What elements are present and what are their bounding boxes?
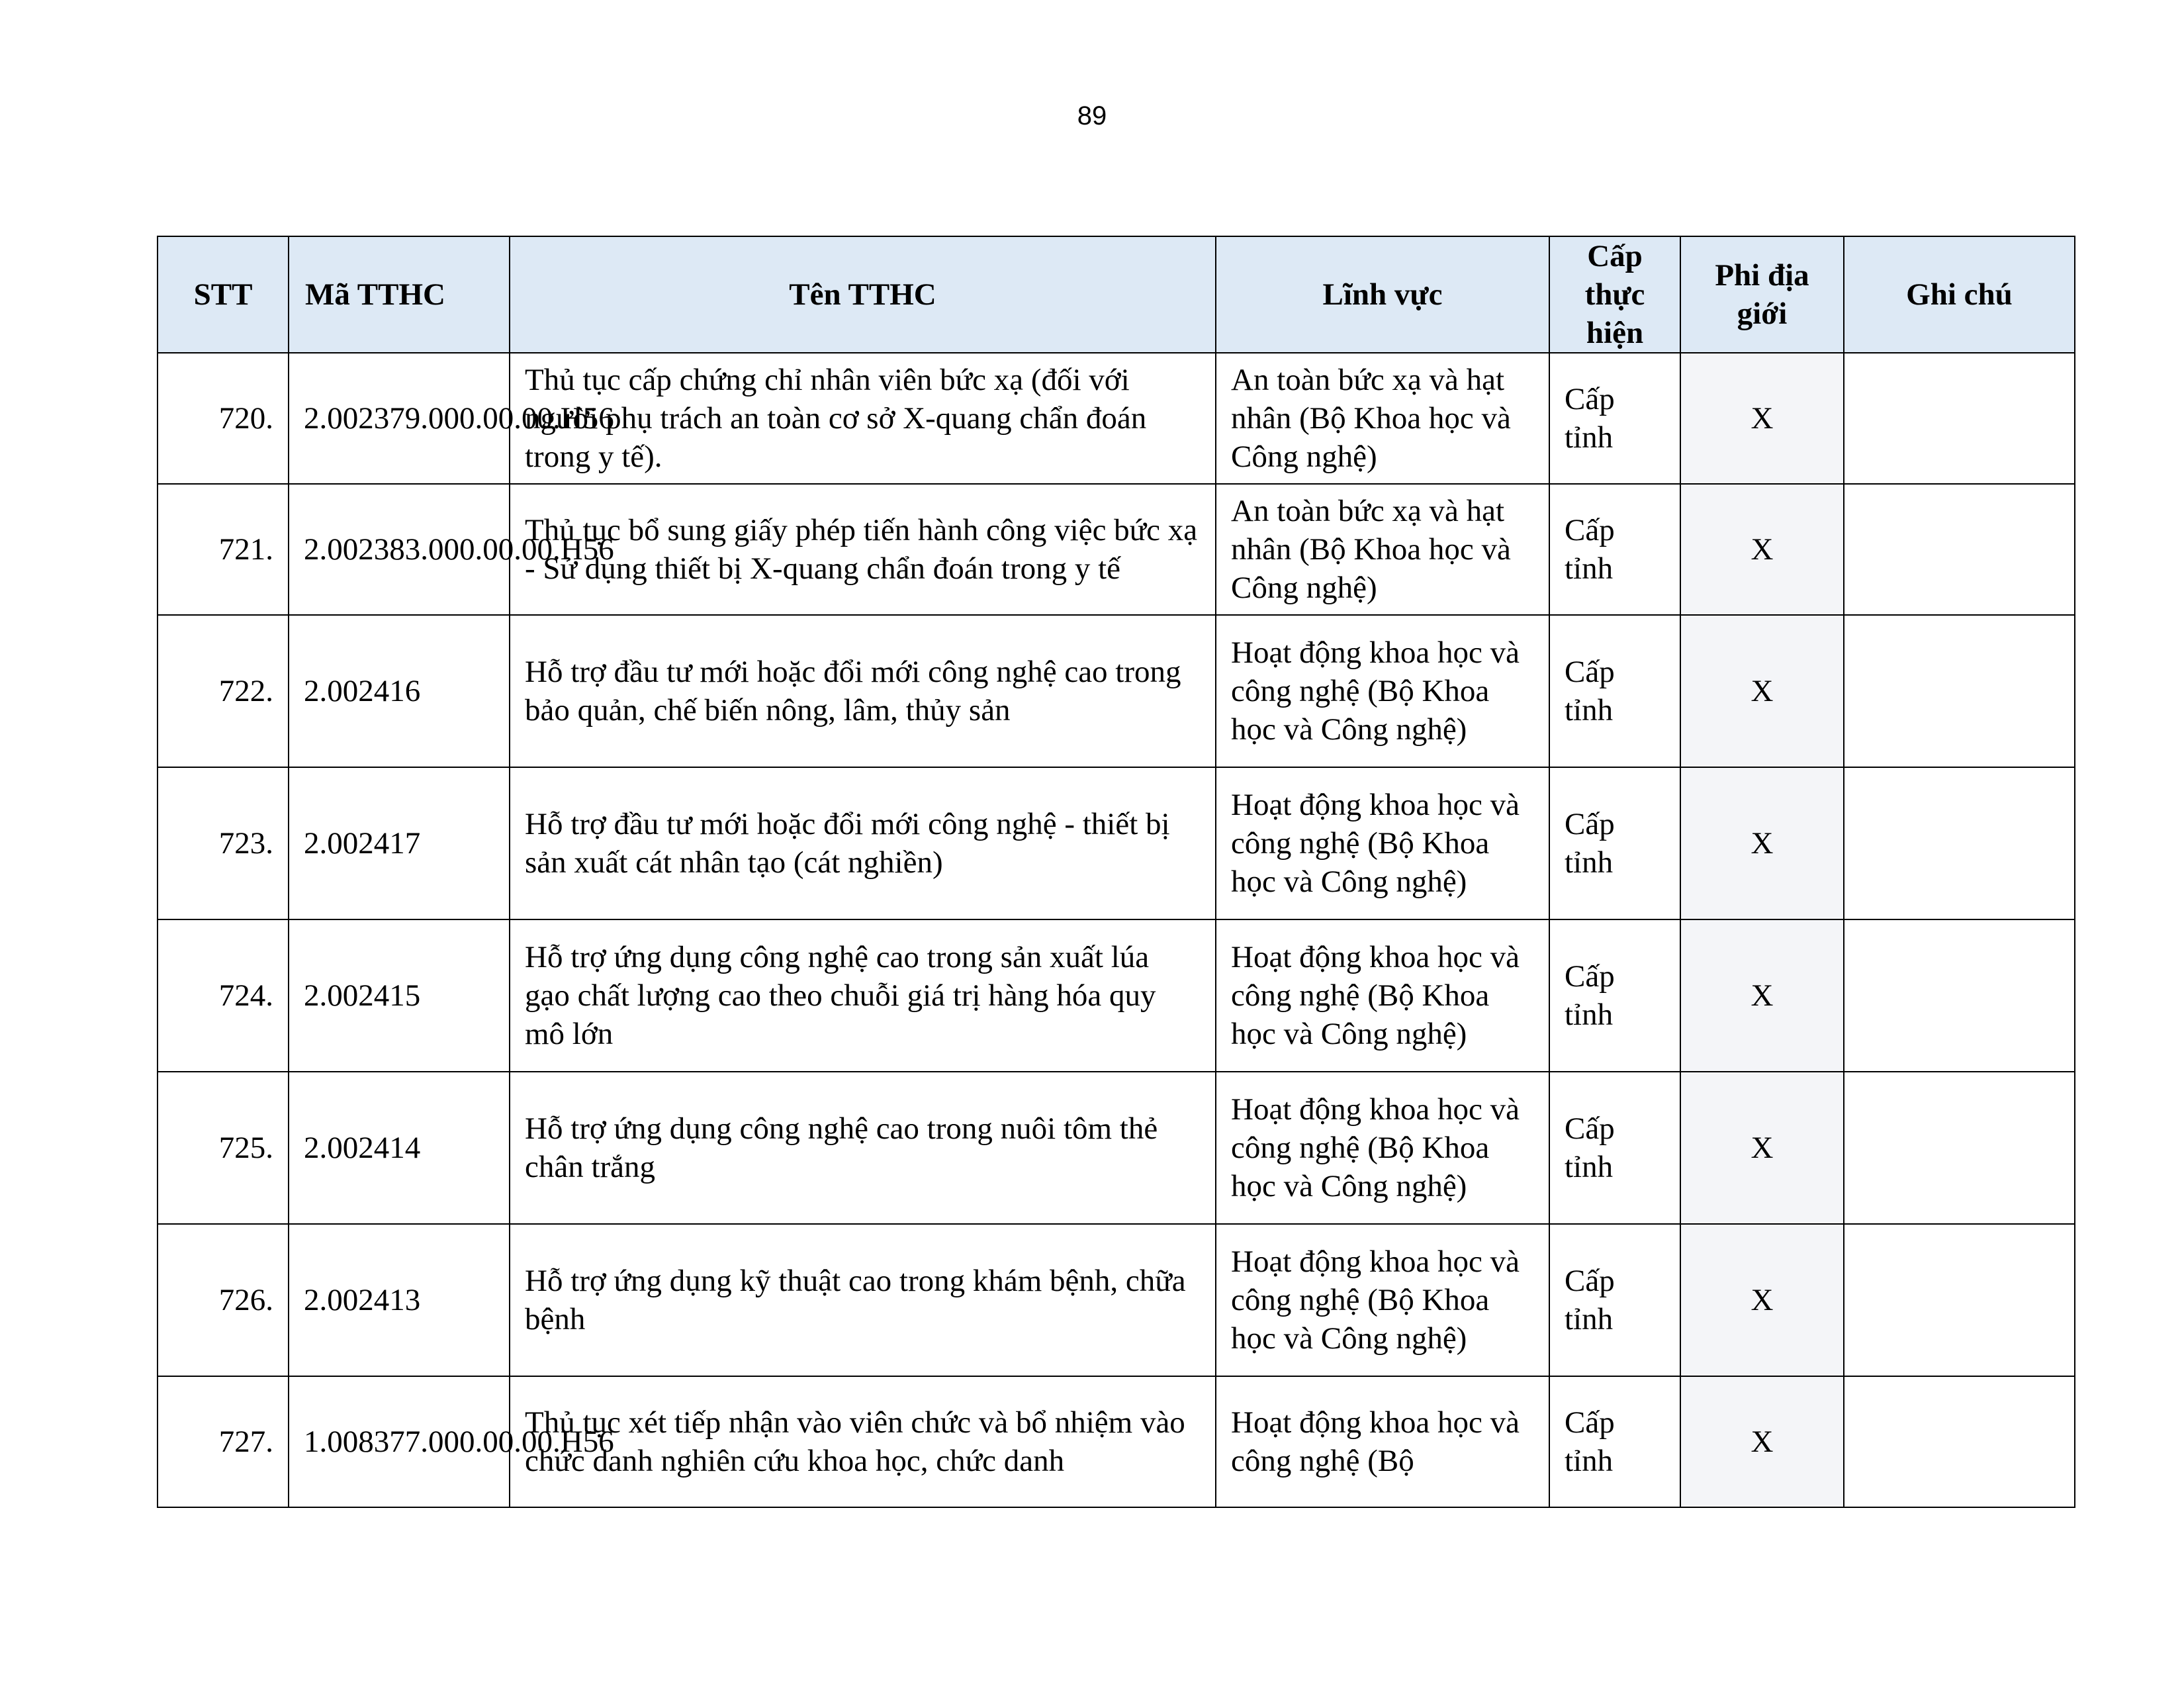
cell-ma-tthc: 2.002416 <box>289 615 510 767</box>
cell-phi-dia-gioi: X <box>1680 353 1844 484</box>
cell-ma-tthc: 2.002417 <box>289 767 510 919</box>
table-body <box>158 353 2075 1507</box>
table-row <box>158 1376 2075 1507</box>
table-row <box>158 767 2075 919</box>
cell-cap-thuc-hien: Cấp tỉnh <box>1549 615 1680 767</box>
cell-ten-tthc: Hỗ trợ ứng dụng công nghệ cao trong sản xuất lúa gạo chất lượng cao theo chuỗi giá trị hàng hóa quy mô lớn <box>510 919 1216 1072</box>
cell-linh-vuc: Hoạt động khoa học và công nghệ (Bộ Khoa học và Công nghệ) <box>1216 767 1549 919</box>
cell-ma-tthc: 2.002415 <box>289 919 510 1072</box>
cell-ghi-chu <box>1844 919 2075 1072</box>
cell-ten-tthc: Hỗ trợ đầu tư mới hoặc đổi mới công nghệ - thiết bị sản xuất cát nhân tạo (cát nghiền) <box>510 767 1216 919</box>
cell-linh-vuc: An toàn bức xạ và hạt nhân (Bộ Khoa học và Công nghệ) <box>1216 484 1549 615</box>
cell-ten-tthc: Thủ tục bổ sung giấy phép tiến hành công việc bức xạ - Sử dụng thiết bị X-quang chẩn đoán trong y tế <box>510 484 1216 615</box>
header-ma-tthc: Mã TTHC <box>289 236 510 353</box>
cell-stt: 727. <box>158 1376 289 1507</box>
header-ghi-chu: Ghi chú <box>1844 236 2075 353</box>
cell-ma-tthc: 2.002379.000.00.00.H56 <box>289 353 510 484</box>
procedures-table <box>157 236 2075 1508</box>
cell-ten-tthc: Hỗ trợ ứng dụng kỹ thuật cao trong khám bệnh, chữa bệnh <box>510 1224 1216 1376</box>
header-linh-vuc: Lĩnh vực <box>1216 236 1549 353</box>
cell-ten-tthc: Thủ tục xét tiếp nhận vào viên chức và bổ nhiệm vào chức danh nghiên cứu khoa học, chức danh <box>510 1376 1216 1507</box>
cell-cap-thuc-hien: Cấp tỉnh <box>1549 1072 1680 1224</box>
cell-ten-tthc: Hỗ trợ đầu tư mới hoặc đổi mới công nghệ cao trong bảo quản, chế biến nông, lâm, thủy sản <box>510 615 1216 767</box>
cell-ghi-chu <box>1844 615 2075 767</box>
cell-stt: 722. <box>158 615 289 767</box>
header-stt: STT <box>158 236 289 353</box>
cell-phi-dia-gioi: X <box>1680 767 1844 919</box>
cell-ma-tthc: 2.002383.000.00.00.H56 <box>289 484 510 615</box>
table-header <box>158 236 2075 353</box>
cell-stt: 723. <box>158 767 289 919</box>
table-row <box>158 1224 2075 1376</box>
cell-ghi-chu <box>1844 767 2075 919</box>
cell-stt: 721. <box>158 484 289 615</box>
cell-stt: 724. <box>158 919 289 1072</box>
cell-linh-vuc: Hoạt động khoa học và công nghệ (Bộ <box>1216 1376 1549 1507</box>
cell-phi-dia-gioi: X <box>1680 1224 1844 1376</box>
cell-cap-thuc-hien: Cấp tỉnh <box>1549 919 1680 1072</box>
cell-ghi-chu <box>1844 484 2075 615</box>
cell-stt: 726. <box>158 1224 289 1376</box>
cell-ghi-chu <box>1844 353 2075 484</box>
table-row <box>158 615 2075 767</box>
cell-ghi-chu <box>1844 1072 2075 1224</box>
header-row <box>158 236 2075 353</box>
cell-phi-dia-gioi: X <box>1680 1072 1844 1224</box>
cell-phi-dia-gioi: X <box>1680 615 1844 767</box>
cell-phi-dia-gioi: X <box>1680 484 1844 615</box>
cell-ma-tthc: 2.002414 <box>289 1072 510 1224</box>
cell-ten-tthc: Thủ tục cấp chứng chỉ nhân viên bức xạ (đối với người phụ trách an toàn cơ sở X-quang chẩn đoán trong y tế). <box>510 353 1216 484</box>
cell-cap-thuc-hien: Cấp tỉnh <box>1549 767 1680 919</box>
cell-stt: 725. <box>158 1072 289 1224</box>
cell-linh-vuc: An toàn bức xạ và hạt nhân (Bộ Khoa học và Công nghệ) <box>1216 353 1549 484</box>
cell-phi-dia-gioi: X <box>1680 1376 1844 1507</box>
cell-cap-thuc-hien: Cấp tỉnh <box>1549 353 1680 484</box>
page-number: 89 <box>1077 101 1107 130</box>
cell-linh-vuc: Hoạt động khoa học và công nghệ (Bộ Khoa học và Công nghệ) <box>1216 919 1549 1072</box>
table-row <box>158 919 2075 1072</box>
cell-cap-thuc-hien: Cấp tỉnh <box>1549 1376 1680 1507</box>
table-row <box>158 484 2075 615</box>
cell-ghi-chu <box>1844 1376 2075 1507</box>
cell-cap-thuc-hien: Cấp tỉnh <box>1549 1224 1680 1376</box>
header-phi-dia-gioi: Phi địa giới <box>1680 236 1844 353</box>
cell-cap-thuc-hien: Cấp tỉnh <box>1549 484 1680 615</box>
cell-phi-dia-gioi: X <box>1680 919 1844 1072</box>
cell-stt: 720. <box>158 353 289 484</box>
cell-ghi-chu <box>1844 1224 2075 1376</box>
cell-ten-tthc: Hỗ trợ ứng dụng công nghệ cao trong nuôi tôm thẻ chân trắng <box>510 1072 1216 1224</box>
header-cap-thuc-hien: Cấp thực hiện <box>1549 236 1680 353</box>
table-row <box>158 353 2075 484</box>
header-ten-tthc: Tên TTHC <box>510 236 1216 353</box>
cell-linh-vuc: Hoạt động khoa học và công nghệ (Bộ Khoa học và Công nghệ) <box>1216 1072 1549 1224</box>
cell-ma-tthc: 1.008377.000.00.00.H56 <box>289 1376 510 1507</box>
cell-linh-vuc: Hoạt động khoa học và công nghệ (Bộ Khoa học và Công nghệ) <box>1216 615 1549 767</box>
cell-linh-vuc: Hoạt động khoa học và công nghệ (Bộ Khoa học và Công nghệ) <box>1216 1224 1549 1376</box>
cell-ma-tthc: 2.002413 <box>289 1224 510 1376</box>
table-row <box>158 1072 2075 1224</box>
